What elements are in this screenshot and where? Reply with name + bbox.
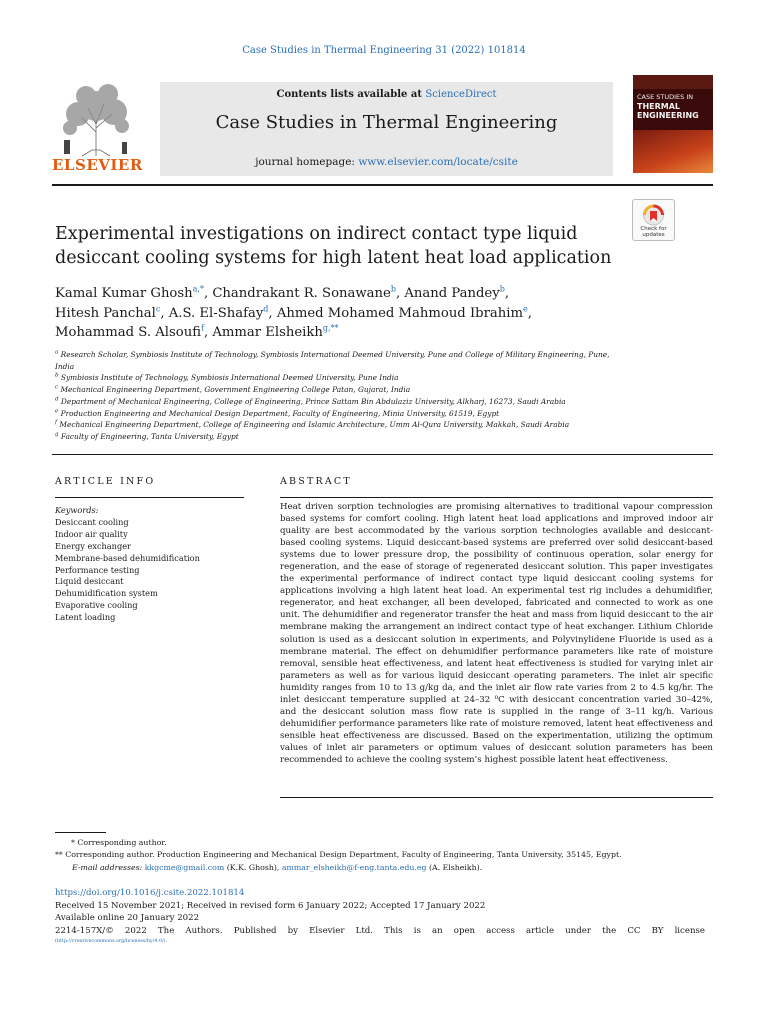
- affiliation-text: Mechanical Engineering Department, College of Engineering and Islamic Architecture, Umm Al-Qura University, Makkah, Saudi Arabia: [59, 420, 570, 430]
- license-word: access: [486, 925, 515, 936]
- license-word: Authors.: [185, 925, 223, 936]
- license-statement: [55, 925, 705, 938]
- license-word: BY: [651, 925, 664, 936]
- affiliation-text: Faculty of Engineering, Tanta University, Egypt: [60, 431, 239, 441]
- author-name: Hitesh Panchal: [55, 305, 156, 321]
- author-affiliation-link[interactable]: a,*: [192, 284, 204, 294]
- keywords-label: Keywords:: [55, 505, 99, 515]
- license-word: 2214-157X/©: [55, 925, 114, 936]
- email-link-ghosh[interactable]: kkgcme@gmail.com: [144, 862, 225, 872]
- check-for-updates-button[interactable]: [632, 199, 675, 241]
- running-head[interactable]: Case Studies in Thermal Engineering 31 (2022) 101814: [242, 45, 526, 56]
- author-affiliation-link[interactable]: f: [201, 323, 204, 333]
- affiliation-text: Symbiosis Institute of Technology, Symbiosis International Deemed University, Pune India: [60, 373, 399, 383]
- license-word: CC: [627, 925, 641, 936]
- title-line-1: Experimental investigations on indirect contact type liquid: [55, 224, 578, 244]
- author-name: Mohammad S. Alsoufi: [55, 325, 201, 340]
- affiliation-key: b: [55, 372, 59, 379]
- article-history: Received 15 November 2021; Received in revised form 6 January 2022; Accepted 17 January 2022: [55, 900, 486, 911]
- affiliation-item: [55, 396, 625, 408]
- affiliation-key: c: [55, 384, 59, 391]
- license-word: The: [157, 925, 175, 936]
- homepage-prefix: journal homepage:: [255, 156, 359, 168]
- license-url-link[interactable]: (http://creativecommons.org/licenses/by/4.0/).: [55, 939, 168, 945]
- author-sep: ,: [160, 305, 169, 321]
- license-word: an: [432, 925, 443, 936]
- cover-line-3: ENGINEERING: [637, 111, 699, 120]
- abstract-rule: [280, 497, 713, 498]
- author-name: Anand Pandey: [404, 286, 500, 301]
- affiliation-text: Research Scholar, Symbiosis Institute of Technology, Symbiosis International Deemed University, Pune and College of Military Engineering, Pune, India: [55, 350, 610, 371]
- author-affiliation-link[interactable]: e: [522, 304, 528, 314]
- contents-line: [160, 89, 613, 100]
- article-info-rule: [55, 497, 244, 498]
- abstract-text: Heat driven sorption technologies are promising alternatives to traditional vapour compression based systems for comfort cooling. High latent heat load applications and improved indoor air quality are best accommodated by the various sorption technologies available and desiccant-based cooling systems. Liquid desiccant-based systems are preferred over solid desiccant-based systems due to lower pressure drop, the possibility of continuous operation, solar energy for regeneration, and the ease of storage of regenerated desiccant solution. This paper investigates the experimental performance of indirect contact type liquid desiccant cooling systems for applications involving a high latent heat load. An experimental test rig includes a dehumidifier, regenerator, and heat exchanger, all been developed, fabricated and connected to work as one unit. The dehumidifier and regenerator transfer the heat and mass from liquid desiccant to the air membrane making the arrangement an indirect contact type of heat exchanger. Lithium Chloride solution is used as a desiccant solution in experiments, and Polyvinylidene Fluoride is used as a membrane material. The effect on dehumidifier performance parameters like rate of moisture removal, sensible heat effectiveness, and latent heat effectiveness is studied for varying inlet air parameters as well as for various liquid desiccant operating parameters. The inlet air specific humidity ranges from 10 to 13 g/kg da, and the inlet air flow rate varies from 2 to 4.5 kg/hr. The inlet desiccant temperature supplied at 24–32 ⁰C with desiccant concentration varied 30–42%, and the desiccant solution mass flow rate is supplied in the range of 3–11 kg/h. Various dehumidifier performance parameters like rate of moisture removed, latent heat effectiveness and sensible heat effectiveness are discussed. Based on the experimentation, utilizing the optimum values of inlet air parameters or optimum values of desiccant solution parameters has been recommended to achieve the cooling system’s highest possible latent heat effectiveness.: [280, 502, 713, 765]
- section-rule: [52, 454, 713, 455]
- email-addresses: [55, 862, 715, 874]
- corresponding-author-note-2: ** Corresponding author. Production Engineering and Mechanical Design Department, Faculty of Engineering, Tanta University, 35145, Egypt.: [55, 850, 622, 860]
- license-word: 2022: [124, 925, 147, 936]
- author-line-2: [55, 304, 655, 324]
- email-owner: (K.K. Ghosh),: [224, 862, 282, 872]
- email-owner: (A. Elsheikh).: [426, 862, 483, 872]
- email-label: E-mail addresses:: [72, 862, 143, 872]
- affiliation-key: g: [55, 431, 59, 438]
- cover-line-2: THERMAL: [637, 102, 681, 111]
- author-name: Ammar Elsheikh: [212, 325, 323, 340]
- affiliation-item: [55, 419, 625, 431]
- author-affiliation-link[interactable]: c: [155, 304, 161, 314]
- homepage-link[interactable]: www.elsevier.com/locate/csite: [358, 156, 518, 168]
- author-sep: ,: [504, 286, 510, 301]
- keyword-item: Membrane-based dehumidification: [55, 552, 200, 563]
- publication-info: [55, 887, 715, 946]
- footnotes: [55, 837, 715, 874]
- paper-title: [55, 222, 625, 270]
- affiliation-item: [55, 384, 625, 396]
- cover-line-1: CASE STUDIES IN: [637, 93, 694, 101]
- author-sep: ,: [203, 286, 213, 301]
- check-label-line1: Check for: [640, 226, 667, 232]
- license-word: is: [413, 925, 421, 936]
- author-sep: ,: [395, 286, 405, 301]
- license-word: article: [526, 925, 555, 936]
- available-online: Available online 20 January 2022: [55, 913, 200, 924]
- author-name: A.S. El-Shafay: [168, 305, 264, 321]
- article-info-heading: ARTICLE INFO: [55, 476, 156, 487]
- keyword-item: Energy exchanger: [55, 540, 131, 551]
- author-name: Chandrakant R. Sonawane: [212, 286, 391, 301]
- email-link-elsheikh[interactable]: ammar_elsheikh@f-eng.tanta.edu.eg: [281, 862, 427, 872]
- title-line-2: desiccant cooling systems for high latent heat load application: [55, 248, 612, 268]
- affiliation-key: a: [55, 349, 59, 356]
- affiliation-list: [55, 349, 625, 443]
- keywords-block: [55, 505, 255, 624]
- affiliation-text: Production Engineering and Mechanical Design Department, Faculty of Engineering, Minia University, 61519, Egypt: [60, 408, 500, 418]
- affiliation-item: [55, 349, 625, 372]
- author-sep: ,: [527, 305, 532, 321]
- footnote-rule: [55, 832, 106, 833]
- license-word: This: [384, 925, 403, 936]
- keyword-item: Dehumidification system: [55, 588, 158, 599]
- author-affiliation-link[interactable]: b: [390, 284, 396, 294]
- keyword-item: Liquid desiccant: [55, 576, 124, 587]
- license-word: Ltd.: [355, 925, 374, 936]
- abstract-bottom-rule: [280, 797, 713, 798]
- author-sep: ,: [268, 305, 277, 321]
- journal-cover-image[interactable]: [633, 75, 713, 173]
- homepage-line: [160, 156, 613, 168]
- affiliation-key: e: [55, 408, 59, 415]
- check-for-updates-label: [633, 226, 674, 238]
- license-word: under: [565, 925, 591, 936]
- sciencedirect-link[interactable]: ScienceDirect: [425, 89, 497, 100]
- keyword-item: Evaporative cooling: [55, 600, 138, 611]
- affiliation-text: Mechanical Engineering Department, Government Engineering College Patan, Gujarat, India: [60, 385, 411, 395]
- abstract-heading: ABSTRACT: [280, 476, 352, 487]
- affiliation-item: [55, 408, 625, 420]
- license-word: open: [453, 925, 476, 936]
- publisher-wordmark: ELSEVIER: [52, 156, 143, 174]
- author-line-1: [55, 284, 655, 304]
- license-word: Elsevier: [309, 925, 345, 936]
- author-affiliation-link[interactable]: g,**: [322, 323, 339, 333]
- contents-prefix: Contents lists available at: [276, 89, 426, 100]
- affiliation-key: d: [55, 396, 59, 403]
- keyword-item: Indoor air quality: [55, 528, 128, 539]
- affiliation-key: f: [55, 419, 58, 426]
- keyword-item: Performance testing: [55, 564, 140, 575]
- keyword-item: Desiccant cooling: [55, 516, 129, 527]
- header-rule: [52, 184, 713, 186]
- affiliation-item: [55, 431, 625, 443]
- corresponding-author-note: * Corresponding author.: [71, 838, 167, 847]
- affiliation-item: [55, 372, 625, 384]
- author-sep: ,: [203, 325, 213, 340]
- author-line-3: [55, 323, 655, 343]
- keyword-item: Latent loading: [55, 612, 116, 623]
- license-word: the: [602, 925, 617, 936]
- affiliation-text: Department of Mechanical Engineering, College of Engineering, Prince Sattam Bin Abdulaziz University, Alkharj, 16273, Saudi Arabia: [60, 396, 566, 406]
- author-name: Kamal Kumar Ghosh: [55, 286, 193, 301]
- license-word: Published: [233, 925, 277, 936]
- author-list: [55, 284, 655, 343]
- author-affiliation-link[interactable]: d: [263, 304, 269, 314]
- license-word: license: [674, 925, 705, 936]
- license-word: by: [287, 925, 299, 936]
- doi-link[interactable]: https://doi.org/10.1016/j.csite.2022.101814: [55, 888, 245, 898]
- author-name: Ahmed Mohamed Mahmoud Ibrahim: [276, 305, 523, 321]
- journal-title: Case Studies in Thermal Engineering: [215, 112, 558, 133]
- author-affiliation-link[interactable]: b: [499, 284, 505, 294]
- journal-masthead: [160, 82, 613, 176]
- check-label-line2: updates: [642, 232, 665, 238]
